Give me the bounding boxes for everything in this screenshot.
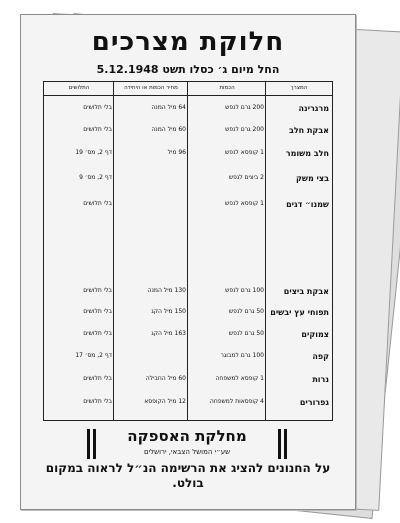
product-cell: צמוקים <box>301 330 329 339</box>
quantity-cell: 50 גרם לנפש <box>228 308 264 315</box>
price-cell: 12 מיל הקופסא <box>144 398 186 405</box>
header-coupons: התלושים <box>44 82 114 96</box>
coupons-cell: בלי תלושים <box>83 330 112 337</box>
product-cell: תפוחי עץ יבשים <box>270 308 329 317</box>
rations-table <box>43 81 333 421</box>
header-price: מחיר הכמות או היחידה <box>114 82 188 96</box>
price-cell: 163 מיל הקג <box>151 330 186 337</box>
product-cell: חלב משומר <box>285 149 329 158</box>
poster-subtitle: החל מיום ג׳ כסלו תשט 5.12.1948 <box>96 63 280 76</box>
quantity-cell: 100 גרם למבוגר <box>220 352 264 359</box>
quantity-cell: 1 קופסא למשפחה <box>215 375 264 382</box>
coupons-cell: בלי תלושים <box>83 287 112 294</box>
coupons-cell: בלי תלושים <box>83 200 112 207</box>
product-cell: גפרורים <box>299 398 329 407</box>
price-cell: 130 מיל המנה <box>147 287 186 294</box>
column-divider <box>187 82 188 420</box>
coupons-cell: דף 2, מס׳ 19 <box>75 149 112 156</box>
product-cell: אבקת ביצים <box>283 287 329 296</box>
coupons-cell: דף 2, מס׳ 17 <box>75 352 112 359</box>
price-cell: 60 מיל המנה <box>151 126 186 133</box>
quantity-cell: 100 גרם לנפש <box>225 287 264 294</box>
product-cell: בצי משק <box>296 174 329 183</box>
coupons-cell: בלי תלושים <box>83 375 112 382</box>
display-notice: על החנונים להציג את הרשימה הנ״ל לראוה במקום בולט. <box>45 461 331 490</box>
department-subtitle: שע״י המושל הצבאי, ירושלים <box>143 448 231 456</box>
quantity-cell: 50 גרם לנפש <box>228 330 264 337</box>
notice-poster <box>20 14 356 510</box>
column-divider <box>265 82 266 420</box>
header-product: המצרך <box>266 82 332 96</box>
issuer-block <box>43 423 331 465</box>
price-cell: 64 מיל המנה <box>151 104 186 111</box>
product-cell: אבקת חלב <box>288 126 329 135</box>
column-divider <box>113 82 114 420</box>
quantity-cell: 1 קופסא לנפש <box>225 149 264 156</box>
quantity-cell: 4 קופסאות למשפחה <box>209 398 264 405</box>
quantity-cell: 200 גרם לנפש <box>225 104 264 111</box>
coupons-cell: דף 2, מס׳ 9 <box>79 174 112 181</box>
coupons-cell: בלי תלושים <box>83 308 112 315</box>
quantity-cell: 1 קופסא לנפש <box>225 200 264 207</box>
quantity-cell: 2 ביצים לנפש <box>228 174 264 181</box>
price-cell: 60 מיל החבילה <box>145 375 186 382</box>
product-cell: שמנו״ דגים <box>286 200 329 209</box>
product-cell: מרגרינה <box>298 104 329 113</box>
coupons-cell: בלי תלושים <box>83 126 112 133</box>
department-name: מחלקת האספקה <box>127 427 247 445</box>
price-cell: 150 מיל הקג <box>151 308 186 315</box>
coupons-cell: בלי תלושים <box>83 398 112 405</box>
product-cell: נרות <box>312 375 329 384</box>
product-cell: קפה <box>312 352 329 361</box>
coupons-cell: בלי תלושים <box>83 104 112 111</box>
header-quantity: הכמות <box>188 82 266 96</box>
poster-title: חלוקת מצרכים <box>91 27 285 57</box>
quantity-cell: 200 גרם לנפש <box>225 126 264 133</box>
price-cell: 96 מיל <box>167 149 186 156</box>
